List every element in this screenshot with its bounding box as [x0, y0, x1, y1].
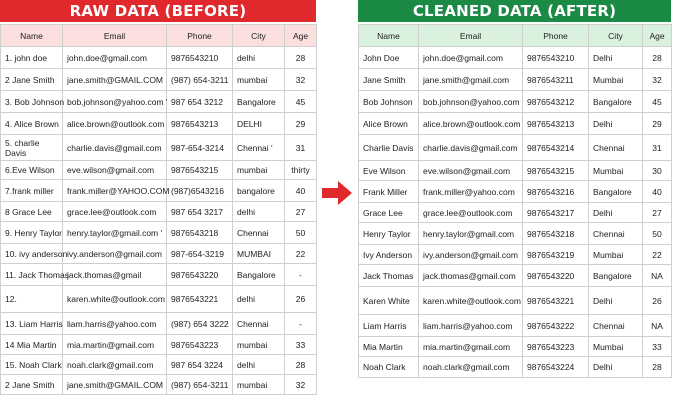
cell-email: john.doe@gmail.com [419, 47, 523, 69]
table-row [359, 181, 672, 203]
cell-city: Chennai [589, 135, 643, 161]
cell-city: Delhi [589, 113, 643, 135]
cell-phone: 987-654-3214 [167, 135, 233, 161]
cell-age: 45 [285, 91, 317, 113]
table-row [1, 113, 317, 135]
cell-phone: 987 654 3217 [167, 202, 233, 222]
cell-email: frank.miller@YAHOO.COM [63, 180, 167, 202]
table-row [1, 69, 317, 91]
cell-phone: 9876543217 [523, 203, 589, 223]
table-row [359, 357, 672, 378]
cell-phone: 9876543210 [167, 47, 233, 69]
cell-city: delhi [233, 47, 285, 69]
cell-name: John Doe [359, 47, 419, 69]
cell-phone: 9876543213 [167, 113, 233, 135]
cell-age: 26 [643, 287, 672, 315]
cell-phone: 9876543212 [523, 91, 589, 113]
header-phone: Phone [167, 25, 233, 47]
header-age: Age [643, 25, 672, 47]
raw-data-panel [0, 0, 316, 395]
cell-name: Jack Thomas [359, 265, 419, 287]
cell-email: karen.white@outlook.com [63, 286, 167, 313]
cell-email: charlie.davis@gmail.com [419, 135, 523, 161]
table-row [359, 287, 672, 315]
cell-age: 27 [285, 202, 317, 222]
cell-phone: (987) 654-3211 [167, 69, 233, 91]
table-row [359, 161, 672, 181]
cell-city: Chennai [589, 223, 643, 245]
cell-phone: 9876543218 [167, 222, 233, 244]
cell-email: bob.johnson@yahoo.com ' [63, 91, 167, 113]
cell-city: Bangalore [589, 265, 643, 287]
cell-email: jack.thomas@gmail [63, 264, 167, 286]
cell-name: 9. Henry Taylor [1, 222, 63, 244]
cell-email: john.doe@gmail.com [63, 47, 167, 69]
table-row [1, 244, 317, 264]
table-row [359, 245, 672, 265]
cell-name: 11. Jack Thomas [1, 264, 63, 286]
cell-name: 8 Grace Lee [1, 202, 63, 222]
cell-email: alice.brown@outlook.com [419, 113, 523, 135]
table-row [359, 223, 672, 245]
table-row [1, 335, 317, 355]
cell-name: 2 Jane Smith [1, 375, 63, 395]
header-city: City [233, 25, 285, 47]
cell-phone: 9876543216 [523, 181, 589, 203]
cell-email: noah.clark@gmail.com [419, 357, 523, 378]
raw-data-table [0, 24, 317, 395]
cell-city: delhi [233, 202, 285, 222]
cell-city: Delhi [589, 357, 643, 378]
cell-name: Bob Johnson [359, 91, 419, 113]
cell-email: grace.lee@outlook.com [63, 202, 167, 222]
cell-phone: 9876543215 [523, 161, 589, 181]
cell-city: bangalore [233, 180, 285, 202]
cell-name: Karen White [359, 287, 419, 315]
cell-age: 50 [643, 223, 672, 245]
cell-age: 40 [643, 181, 672, 203]
table-row [359, 91, 672, 113]
table-row [1, 135, 317, 161]
cell-email: eve.wilson@gmail.com [63, 161, 167, 180]
cell-email: charlie.davis@gmail.com [63, 135, 167, 161]
cell-email: jack.thomas@gmail.com [419, 265, 523, 287]
cell-name: Ivy Anderson [359, 245, 419, 265]
cell-age: NA [643, 315, 672, 337]
header-name: Name [359, 25, 419, 47]
cell-city: MUMBAI [233, 244, 285, 264]
cell-email: grace.lee@outlook.com [419, 203, 523, 223]
cell-city: Delhi [589, 203, 643, 223]
cell-phone: 9876543210 [523, 47, 589, 69]
header-name: Name [1, 25, 63, 47]
table-row [1, 202, 317, 222]
cell-name: 10. ivy anderson [1, 244, 63, 264]
table-row [359, 47, 672, 69]
cell-phone: 9876543224 [523, 357, 589, 378]
raw-data-title: RAW DATA (BEFORE) [0, 0, 316, 22]
table-row [1, 161, 317, 180]
cell-age: 33 [285, 335, 317, 355]
cell-phone: (987) 654 3222 [167, 313, 233, 335]
table-row [1, 375, 317, 395]
cell-age: 29 [643, 113, 672, 135]
cell-name: 15. Noah Clark [1, 355, 63, 375]
cell-phone: 9876543221 [523, 287, 589, 315]
cell-age: 28 [643, 47, 672, 69]
cell-phone: 9876543219 [523, 245, 589, 265]
cell-email: eve.wilson@gmail.com [419, 161, 523, 181]
cell-email: ivy.anderson@gmail.com [419, 245, 523, 265]
table-row [1, 222, 317, 244]
cell-age: 22 [643, 245, 672, 265]
cell-age: 30 [643, 161, 672, 181]
cell-email: bob.johnson@yahoo.com [419, 91, 523, 113]
cell-phone: 9876543218 [523, 223, 589, 245]
cell-email: jane.smith@GMAIL.COM [63, 375, 167, 395]
cell-name: Charlie Davis [359, 135, 419, 161]
cell-phone: (987) 654-3211 [167, 375, 233, 395]
cell-city: Delhi [589, 287, 643, 315]
cell-phone: 987-654-3219 [167, 244, 233, 264]
raw-header-row [1, 25, 317, 47]
cell-phone: 9876543222 [523, 315, 589, 337]
cell-city: mumbai [233, 161, 285, 180]
cell-email: karen.white@outlook.com [419, 287, 523, 315]
cell-age: 32 [285, 375, 317, 395]
table-row [1, 313, 317, 335]
cell-name: Henry Taylor [359, 223, 419, 245]
cell-email: ivy.anderson@gmail.com [63, 244, 167, 264]
cell-age: 32 [643, 69, 672, 91]
header-email: Email [419, 25, 523, 47]
cell-email: henry.taylor@gmail.com ' [63, 222, 167, 244]
cell-city: Chennai [233, 222, 285, 244]
header-age: Age [285, 25, 317, 47]
cell-phone: 9876543215 [167, 161, 233, 180]
cell-name: 2 Jane Smith [1, 69, 63, 91]
cell-phone: 9876543211 [523, 69, 589, 91]
cell-name: Jane Smith [359, 69, 419, 91]
right-arrow-icon [322, 181, 352, 205]
cell-name: 13. Liam Harris [1, 313, 63, 335]
cell-age: 28 [285, 47, 317, 69]
cell-age: - [285, 264, 317, 286]
table-row [1, 355, 317, 375]
cell-city: Delhi [589, 47, 643, 69]
cell-email: jane.smith@GMAIL.COM [63, 69, 167, 91]
cell-email: liam.harris@yahoo.com [63, 313, 167, 335]
cell-phone: 9876543220 [523, 265, 589, 287]
cell-age: 28 [285, 355, 317, 375]
cell-email: jane.smith@gmail.com [419, 69, 523, 91]
table-row [1, 286, 317, 313]
cell-city: Bangalore [233, 91, 285, 113]
cell-age: 45 [643, 91, 672, 113]
table-row [359, 113, 672, 135]
cell-phone: 9876543213 [523, 113, 589, 135]
header-phone: Phone [523, 25, 589, 47]
cell-city: mumbai [233, 335, 285, 355]
cell-phone: 987 654 3224 [167, 355, 233, 375]
table-row [1, 47, 317, 69]
cell-city: Chennai ' [233, 135, 285, 161]
cell-city: Chennai [233, 313, 285, 335]
cell-city: DELHI [233, 113, 285, 135]
cell-name: Frank Miller [359, 181, 419, 203]
cell-city: delhi [233, 286, 285, 313]
cleaned-data-panel [358, 0, 671, 378]
table-row [359, 135, 672, 161]
cell-city: Bangalore [233, 264, 285, 286]
cell-email: noah.clark@gmail.com [63, 355, 167, 375]
cell-age: 26 [285, 286, 317, 313]
cell-city: Mumbai [589, 245, 643, 265]
cell-city: mumbai [233, 375, 285, 395]
cell-name: Mia Martin [359, 337, 419, 357]
cell-email: liam.harris@yahoo.com [419, 315, 523, 337]
cell-name: 3. Bob Johnson [1, 91, 63, 113]
cell-age: 31 [285, 135, 317, 161]
cell-age: NA [643, 265, 672, 287]
table-row [1, 180, 317, 202]
cell-city: Bangalore [589, 181, 643, 203]
cell-name: Noah Clark [359, 357, 419, 378]
cell-email: mia.martin@gmail.com [419, 337, 523, 357]
cell-city: Mumbai [589, 337, 643, 357]
cell-age: 33 [643, 337, 672, 357]
cell-name: 5. charlie Davis [1, 135, 63, 161]
cell-name: 12. [1, 286, 63, 313]
table-row [359, 203, 672, 223]
table-row [359, 69, 672, 91]
cell-name: 4. Alice Brown [1, 113, 63, 135]
cell-name: Grace Lee [359, 203, 419, 223]
cell-city: mumbai [233, 69, 285, 91]
cell-city: delhi [233, 355, 285, 375]
cell-name: Eve Wilson [359, 161, 419, 181]
table-row [1, 264, 317, 286]
table-row [359, 337, 672, 357]
cell-phone: (987)6543216 [167, 180, 233, 202]
cell-age: - [285, 313, 317, 335]
header-email: Email [63, 25, 167, 47]
table-row [359, 315, 672, 337]
cell-email: frank.miller@yahoo.com [419, 181, 523, 203]
cell-name: 6.Eve Wilson [1, 161, 63, 180]
cell-city: Mumbai [589, 69, 643, 91]
cell-email: mia.martin@gmail.com [63, 335, 167, 355]
cell-age: 28 [643, 357, 672, 378]
cell-phone: 9876543223 [523, 337, 589, 357]
cell-phone: 987 654 3212 [167, 91, 233, 113]
cell-age: 32 [285, 69, 317, 91]
cell-age: 27 [643, 203, 672, 223]
cell-phone: 9876543214 [523, 135, 589, 161]
cell-phone: 9876543221 [167, 286, 233, 313]
cell-age: 31 [643, 135, 672, 161]
table-row [1, 91, 317, 113]
cell-age: 22 [285, 244, 317, 264]
cleaned-data-title: CLEANED DATA (AFTER) [358, 0, 671, 22]
cell-name: 7.frank miller [1, 180, 63, 202]
cell-email: alice.brown@outlook.com [63, 113, 167, 135]
header-city: City [589, 25, 643, 47]
cell-city: Mumbai [589, 161, 643, 181]
cell-age: thirty [285, 161, 317, 180]
cell-city: Bangalore [589, 91, 643, 113]
table-row [359, 265, 672, 287]
cell-phone: 9876543223 [167, 335, 233, 355]
cell-name: 14 Mia Martin [1, 335, 63, 355]
cleaned-header-row [359, 25, 672, 47]
cell-name: 1. john doe [1, 47, 63, 69]
cell-age: 40 [285, 180, 317, 202]
cell-city: Chennai [589, 315, 643, 337]
cleaned-data-table [358, 24, 672, 378]
cell-phone: 9876543220 [167, 264, 233, 286]
cell-name: Liam Harris [359, 315, 419, 337]
cell-email: henry.taylor@gmail.com [419, 223, 523, 245]
cell-name: Alice Brown [359, 113, 419, 135]
cell-age: 50 [285, 222, 317, 244]
cell-age: 29 [285, 113, 317, 135]
